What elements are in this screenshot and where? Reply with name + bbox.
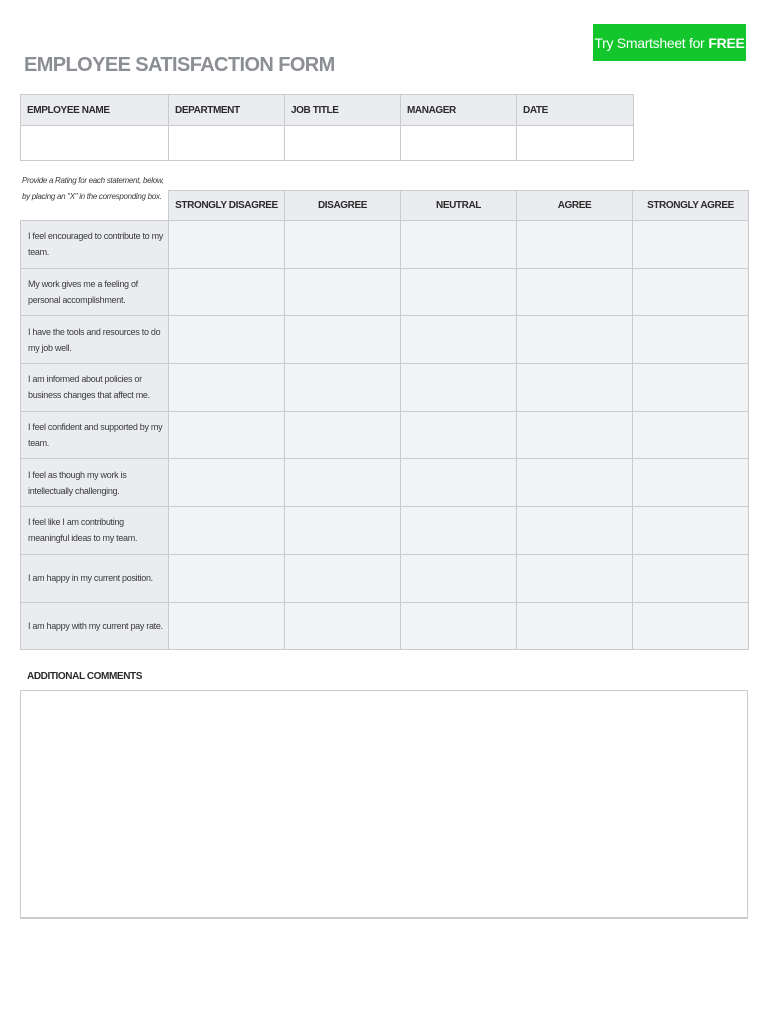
rating-cell-neutral[interactable] [401, 554, 517, 602]
rating-cell-strongly-disagree[interactable] [169, 268, 285, 316]
try-smartsheet-label: Try Smartsheet for [594, 34, 705, 51]
rating-cell-agree[interactable] [517, 459, 633, 507]
comments-textarea[interactable] [20, 690, 748, 919]
statement-label: I feel as though my work is intellectually challenging. [21, 459, 169, 507]
header-department: DEPARTMENT [169, 95, 285, 126]
rating-cell-disagree[interactable] [285, 507, 401, 555]
manager-field[interactable] [401, 126, 517, 161]
employee-name-field[interactable] [21, 126, 169, 161]
statement-label: I feel confident and supported by my team. [21, 411, 169, 459]
rating-cell-neutral[interactable] [401, 221, 517, 269]
header-manager: MANAGER [401, 95, 517, 126]
rating-cell-strongly-agree[interactable] [633, 602, 749, 650]
rating-cell-strongly-agree[interactable] [633, 221, 749, 269]
rating-cell-neutral[interactable] [401, 507, 517, 555]
try-smartsheet-button[interactable] [593, 24, 746, 61]
rating-cell-strongly-agree[interactable] [633, 411, 749, 459]
table-row [21, 316, 749, 364]
header-date: DATE [517, 95, 634, 126]
rating-cell-neutral[interactable] [401, 316, 517, 364]
page-title: EMPLOYEE SATISFACTION FORM [24, 54, 335, 76]
comments-label: ADDITIONAL COMMENTS [27, 671, 142, 682]
rating-cell-strongly-disagree[interactable] [169, 364, 285, 412]
table-row [21, 507, 749, 555]
rating-cell-neutral[interactable] [401, 411, 517, 459]
rating-cell-disagree[interactable] [285, 554, 401, 602]
rating-cell-disagree[interactable] [285, 602, 401, 650]
rating-cell-agree[interactable] [517, 364, 633, 412]
table-row [21, 221, 749, 269]
department-field[interactable] [169, 126, 285, 161]
rating-instructions: Provide a Rating for each statement, below, by placing an "X" in the corresponding box. [22, 176, 164, 201]
rating-cell-agree[interactable] [517, 507, 633, 555]
rating-cell-disagree[interactable] [285, 459, 401, 507]
header-job-title: JOB TITLE [285, 95, 401, 126]
rating-cell-agree[interactable] [517, 268, 633, 316]
statement-label: I feel encouraged to contribute to my team. [21, 221, 169, 269]
header-disagree: DISAGREE [285, 191, 401, 221]
rating-cell-disagree[interactable] [285, 268, 401, 316]
rating-cell-strongly-agree[interactable] [633, 316, 749, 364]
statement-label: I am happy in my current position. [21, 554, 169, 602]
header-strongly-disagree: STRONGLY DISAGREE [169, 191, 285, 221]
table-row [21, 411, 749, 459]
table-row [21, 364, 749, 412]
rating-cell-strongly-agree[interactable] [633, 459, 749, 507]
try-smartsheet-emphasis: FREE [708, 34, 745, 51]
statement-label: I am informed about policies or business changes that affect me. [21, 364, 169, 412]
rating-cell-neutral[interactable] [401, 459, 517, 507]
rating-cell-strongly-agree[interactable] [633, 554, 749, 602]
rating-cell-strongly-disagree[interactable] [169, 602, 285, 650]
table-row [21, 459, 749, 507]
rating-cell-agree[interactable] [517, 602, 633, 650]
rating-cell-strongly-disagree[interactable] [169, 507, 285, 555]
rating-cell-strongly-disagree[interactable] [169, 411, 285, 459]
header-neutral: NEUTRAL [401, 191, 517, 221]
table-row [21, 602, 749, 650]
statement-label: I am happy with my current pay rate. [21, 602, 169, 650]
rating-cell-strongly-disagree[interactable] [169, 221, 285, 269]
table-row [21, 268, 749, 316]
rating-corner [21, 191, 169, 221]
rating-cell-agree[interactable] [517, 411, 633, 459]
header-employee-name: EMPLOYEE NAME [21, 95, 169, 126]
rating-cell-disagree[interactable] [285, 316, 401, 364]
date-field[interactable] [517, 126, 634, 161]
job-title-field[interactable] [285, 126, 401, 161]
rating-cell-agree[interactable] [517, 316, 633, 364]
rating-table [20, 190, 749, 650]
rating-cell-disagree[interactable] [285, 364, 401, 412]
rating-cell-neutral[interactable] [401, 268, 517, 316]
rating-cell-neutral[interactable] [401, 364, 517, 412]
header-agree: AGREE [517, 191, 633, 221]
rating-cell-disagree[interactable] [285, 221, 401, 269]
rating-cell-agree[interactable] [517, 554, 633, 602]
rating-cell-strongly-agree[interactable] [633, 507, 749, 555]
statement-label: I feel like I am contributing meaningful ideas to my team. [21, 507, 169, 555]
header-strongly-agree: STRONGLY AGREE [633, 191, 749, 221]
statement-label: I have the tools and resources to do my job well. [21, 316, 169, 364]
rating-cell-disagree[interactable] [285, 411, 401, 459]
rating-cell-strongly-disagree[interactable] [169, 459, 285, 507]
table-row [21, 554, 749, 602]
employee-info-table [20, 94, 634, 161]
rating-cell-neutral[interactable] [401, 602, 517, 650]
rating-cell-agree[interactable] [517, 221, 633, 269]
rating-cell-strongly-disagree[interactable] [169, 554, 285, 602]
rating-cell-strongly-agree[interactable] [633, 364, 749, 412]
rating-cell-strongly-agree[interactable] [633, 268, 749, 316]
rating-cell-strongly-disagree[interactable] [169, 316, 285, 364]
statement-label: My work gives me a feeling of personal accomplishment. [21, 268, 169, 316]
